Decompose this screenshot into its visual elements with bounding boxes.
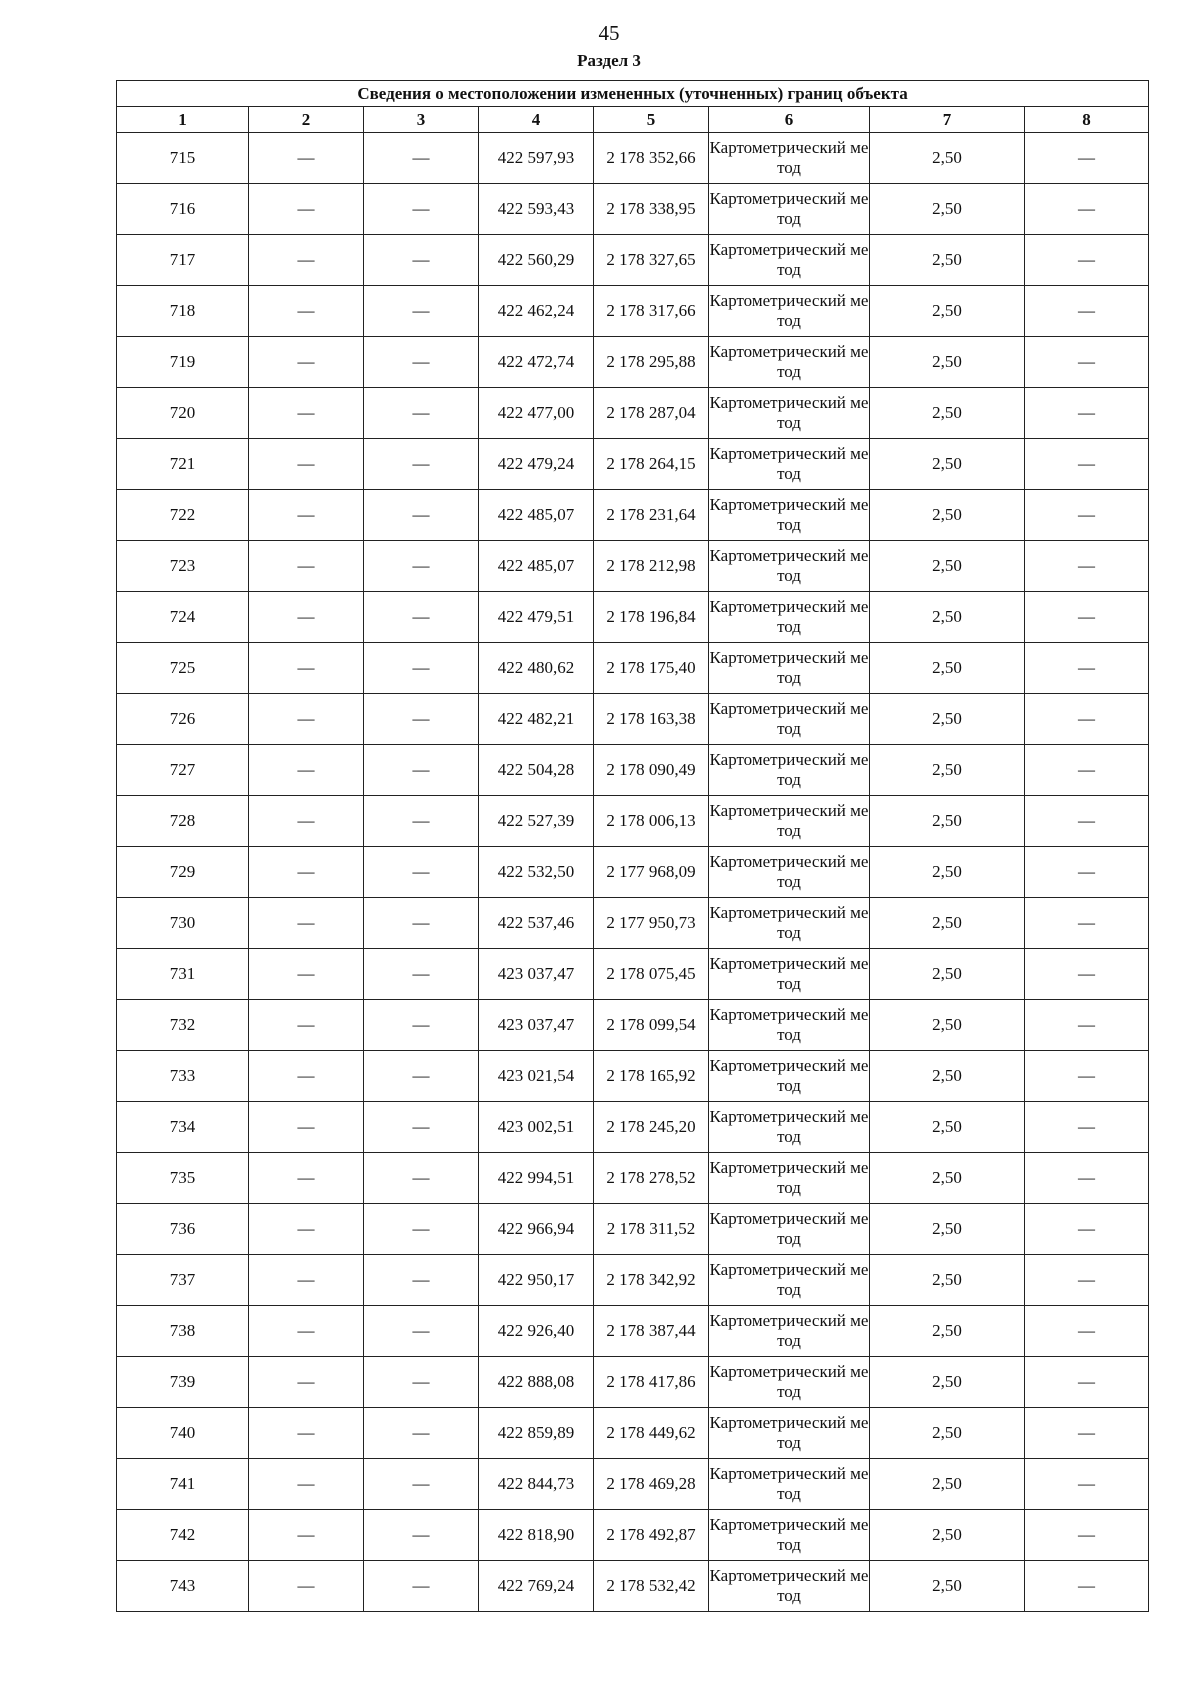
col2-value-cell: — bbox=[249, 1000, 364, 1051]
x-coordinate-cell: 423 037,47 bbox=[479, 949, 594, 1000]
col2-value-cell: — bbox=[249, 847, 364, 898]
accuracy-cell: 2,50 bbox=[870, 949, 1025, 1000]
y-coordinate-cell: 2 178 278,52 bbox=[594, 1153, 709, 1204]
point-number-cell: 724 bbox=[117, 592, 249, 643]
x-coordinate-cell: 422 769,24 bbox=[479, 1561, 594, 1612]
y-coordinate-cell: 2 178 212,98 bbox=[594, 541, 709, 592]
section-title: Раздел 3 bbox=[577, 51, 641, 70]
y-coordinate-cell: 2 178 532,42 bbox=[594, 1561, 709, 1612]
table-caption: Сведения о местоположении измененных (уточненных) границ объекта bbox=[117, 81, 1149, 107]
accuracy-cell: 2,50 bbox=[870, 286, 1025, 337]
method-cell: Картометрический метод bbox=[709, 745, 870, 796]
accuracy-cell: 2,50 bbox=[870, 745, 1025, 796]
y-coordinate-cell: 2 178 231,64 bbox=[594, 490, 709, 541]
method-cell: Картометрический метод bbox=[709, 847, 870, 898]
col2-value-cell: — bbox=[249, 1510, 364, 1561]
table-row bbox=[117, 898, 1149, 949]
point-number-cell: 722 bbox=[117, 490, 249, 541]
table-row bbox=[117, 1459, 1149, 1510]
col8-value-cell: — bbox=[1025, 541, 1149, 592]
accuracy-cell: 2,50 bbox=[870, 1459, 1025, 1510]
x-coordinate-cell: 422 532,50 bbox=[479, 847, 594, 898]
accuracy-cell: 2,50 bbox=[870, 796, 1025, 847]
x-coordinate-cell: 422 994,51 bbox=[479, 1153, 594, 1204]
y-coordinate-cell: 2 178 417,86 bbox=[594, 1357, 709, 1408]
accuracy-cell: 2,50 bbox=[870, 1306, 1025, 1357]
col2-value-cell: — bbox=[249, 949, 364, 1000]
x-coordinate-cell: 422 950,17 bbox=[479, 1255, 594, 1306]
x-coordinate-cell: 422 818,90 bbox=[479, 1510, 594, 1561]
x-coordinate-cell: 422 479,51 bbox=[479, 592, 594, 643]
point-number-cell: 733 bbox=[117, 1051, 249, 1102]
method-cell: Картометрический метод bbox=[709, 490, 870, 541]
method-cell: Картометрический метод bbox=[709, 949, 870, 1000]
col2-value-cell: — bbox=[249, 337, 364, 388]
accuracy-cell: 2,50 bbox=[870, 337, 1025, 388]
point-number-cell: 735 bbox=[117, 1153, 249, 1204]
point-number-cell: 731 bbox=[117, 949, 249, 1000]
point-number-cell: 719 bbox=[117, 337, 249, 388]
column-number-row bbox=[117, 107, 1149, 133]
col2-value-cell: — bbox=[249, 1561, 364, 1612]
col8-value-cell: — bbox=[1025, 1408, 1149, 1459]
col3-value-cell: — bbox=[364, 541, 479, 592]
y-coordinate-cell: 2 178 006,13 bbox=[594, 796, 709, 847]
col3-value-cell: — bbox=[364, 388, 479, 439]
x-coordinate-cell: 422 560,29 bbox=[479, 235, 594, 286]
table-row bbox=[117, 1051, 1149, 1102]
accuracy-cell: 2,50 bbox=[870, 694, 1025, 745]
y-coordinate-cell: 2 178 099,54 bbox=[594, 1000, 709, 1051]
table-row bbox=[117, 745, 1149, 796]
x-coordinate-cell: 422 859,89 bbox=[479, 1408, 594, 1459]
y-coordinate-cell: 2 177 950,73 bbox=[594, 898, 709, 949]
column-header-1: 1 bbox=[117, 107, 249, 133]
accuracy-cell: 2,50 bbox=[870, 592, 1025, 643]
col8-value-cell: — bbox=[1025, 490, 1149, 541]
col2-value-cell: — bbox=[249, 643, 364, 694]
accuracy-cell: 2,50 bbox=[870, 1255, 1025, 1306]
y-coordinate-cell: 2 178 196,84 bbox=[594, 592, 709, 643]
col8-value-cell: — bbox=[1025, 388, 1149, 439]
col2-value-cell: — bbox=[249, 1153, 364, 1204]
point-number-cell: 736 bbox=[117, 1204, 249, 1255]
col8-value-cell: — bbox=[1025, 286, 1149, 337]
table-row bbox=[117, 1408, 1149, 1459]
col2-value-cell: — bbox=[249, 1357, 364, 1408]
col8-value-cell: — bbox=[1025, 643, 1149, 694]
point-number-cell: 734 bbox=[117, 1102, 249, 1153]
point-number-cell: 728 bbox=[117, 796, 249, 847]
y-coordinate-cell: 2 178 492,87 bbox=[594, 1510, 709, 1561]
col3-value-cell: — bbox=[364, 1561, 479, 1612]
col2-value-cell: — bbox=[249, 388, 364, 439]
col8-value-cell: — bbox=[1025, 184, 1149, 235]
x-coordinate-cell: 422 926,40 bbox=[479, 1306, 594, 1357]
x-coordinate-cell: 423 002,51 bbox=[479, 1102, 594, 1153]
x-coordinate-cell: 422 479,24 bbox=[479, 439, 594, 490]
col3-value-cell: — bbox=[364, 337, 479, 388]
method-cell: Картометрический метод bbox=[709, 133, 870, 184]
y-coordinate-cell: 2 178 075,45 bbox=[594, 949, 709, 1000]
y-coordinate-cell: 2 177 968,09 bbox=[594, 847, 709, 898]
col3-value-cell: — bbox=[364, 1000, 479, 1051]
x-coordinate-cell: 422 888,08 bbox=[479, 1357, 594, 1408]
accuracy-cell: 2,50 bbox=[870, 1561, 1025, 1612]
method-cell: Картометрический метод bbox=[709, 388, 870, 439]
accuracy-cell: 2,50 bbox=[870, 1408, 1025, 1459]
col2-value-cell: — bbox=[249, 490, 364, 541]
col2-value-cell: — bbox=[249, 1306, 364, 1357]
point-number-cell: 732 bbox=[117, 1000, 249, 1051]
col3-value-cell: — bbox=[364, 1255, 479, 1306]
table-row bbox=[117, 490, 1149, 541]
col2-value-cell: — bbox=[249, 898, 364, 949]
col2-value-cell: — bbox=[249, 286, 364, 337]
method-cell: Картометрический метод bbox=[709, 1459, 870, 1510]
table-row bbox=[117, 796, 1149, 847]
col3-value-cell: — bbox=[364, 1153, 479, 1204]
page-number: 45 bbox=[598, 21, 620, 45]
y-coordinate-cell: 2 178 163,38 bbox=[594, 694, 709, 745]
point-number-cell: 726 bbox=[117, 694, 249, 745]
y-coordinate-cell: 2 178 165,92 bbox=[594, 1051, 709, 1102]
col8-value-cell: — bbox=[1025, 1102, 1149, 1153]
y-coordinate-cell: 2 178 295,88 bbox=[594, 337, 709, 388]
table-row bbox=[117, 439, 1149, 490]
col3-value-cell: — bbox=[364, 1102, 479, 1153]
x-coordinate-cell: 422 485,07 bbox=[479, 541, 594, 592]
accuracy-cell: 2,50 bbox=[870, 133, 1025, 184]
method-cell: Картометрический метод bbox=[709, 1255, 870, 1306]
col2-value-cell: — bbox=[249, 235, 364, 286]
accuracy-cell: 2,50 bbox=[870, 184, 1025, 235]
x-coordinate-cell: 423 037,47 bbox=[479, 1000, 594, 1051]
col8-value-cell: — bbox=[1025, 1306, 1149, 1357]
col2-value-cell: — bbox=[249, 541, 364, 592]
column-header-6: 6 bbox=[709, 107, 870, 133]
table-row bbox=[117, 1255, 1149, 1306]
method-cell: Картометрический метод bbox=[709, 1000, 870, 1051]
point-number-cell: 738 bbox=[117, 1306, 249, 1357]
table-row bbox=[117, 388, 1149, 439]
point-number-cell: 727 bbox=[117, 745, 249, 796]
method-cell: Картометрический метод bbox=[709, 1102, 870, 1153]
accuracy-cell: 2,50 bbox=[870, 235, 1025, 286]
table-row bbox=[117, 592, 1149, 643]
accuracy-cell: 2,50 bbox=[870, 847, 1025, 898]
x-coordinate-cell: 422 462,24 bbox=[479, 286, 594, 337]
point-number-cell: 723 bbox=[117, 541, 249, 592]
col8-value-cell: — bbox=[1025, 1153, 1149, 1204]
col8-value-cell: — bbox=[1025, 337, 1149, 388]
col2-value-cell: — bbox=[249, 1102, 364, 1153]
point-number-cell: 720 bbox=[117, 388, 249, 439]
col8-value-cell: — bbox=[1025, 592, 1149, 643]
col8-value-cell: — bbox=[1025, 1357, 1149, 1408]
col3-value-cell: — bbox=[364, 1408, 479, 1459]
accuracy-cell: 2,50 bbox=[870, 1204, 1025, 1255]
col2-value-cell: — bbox=[249, 592, 364, 643]
col8-value-cell: — bbox=[1025, 1000, 1149, 1051]
col3-value-cell: — bbox=[364, 133, 479, 184]
col3-value-cell: — bbox=[364, 592, 479, 643]
y-coordinate-cell: 2 178 311,52 bbox=[594, 1204, 709, 1255]
col3-value-cell: — bbox=[364, 1510, 479, 1561]
method-cell: Картометрический метод bbox=[709, 541, 870, 592]
table-row bbox=[117, 847, 1149, 898]
x-coordinate-cell: 422 593,43 bbox=[479, 184, 594, 235]
col3-value-cell: — bbox=[364, 949, 479, 1000]
x-coordinate-cell: 422 477,00 bbox=[479, 388, 594, 439]
x-coordinate-cell: 422 472,74 bbox=[479, 337, 594, 388]
column-header-4: 4 bbox=[479, 107, 594, 133]
y-coordinate-cell: 2 178 387,44 bbox=[594, 1306, 709, 1357]
col3-value-cell: — bbox=[364, 796, 479, 847]
col8-value-cell: — bbox=[1025, 898, 1149, 949]
col2-value-cell: — bbox=[249, 745, 364, 796]
method-cell: Картометрический метод bbox=[709, 184, 870, 235]
x-coordinate-cell: 422 482,21 bbox=[479, 694, 594, 745]
col3-value-cell: — bbox=[364, 898, 479, 949]
y-coordinate-cell: 2 178 245,20 bbox=[594, 1102, 709, 1153]
table-row bbox=[117, 1102, 1149, 1153]
accuracy-cell: 2,50 bbox=[870, 1510, 1025, 1561]
col3-value-cell: — bbox=[364, 847, 479, 898]
table-row bbox=[117, 337, 1149, 388]
table-row bbox=[117, 1000, 1149, 1051]
col8-value-cell: — bbox=[1025, 439, 1149, 490]
col2-value-cell: — bbox=[249, 1255, 364, 1306]
col3-value-cell: — bbox=[364, 1357, 479, 1408]
method-cell: Картометрический метод bbox=[709, 1510, 870, 1561]
col2-value-cell: — bbox=[249, 184, 364, 235]
column-header-2: 2 bbox=[249, 107, 364, 133]
x-coordinate-cell: 422 480,62 bbox=[479, 643, 594, 694]
col3-value-cell: — bbox=[364, 643, 479, 694]
accuracy-cell: 2,50 bbox=[870, 643, 1025, 694]
col2-value-cell: — bbox=[249, 1408, 364, 1459]
y-coordinate-cell: 2 178 352,66 bbox=[594, 133, 709, 184]
accuracy-cell: 2,50 bbox=[870, 1000, 1025, 1051]
accuracy-cell: 2,50 bbox=[870, 490, 1025, 541]
column-header-5: 5 bbox=[594, 107, 709, 133]
table-row bbox=[117, 643, 1149, 694]
col3-value-cell: — bbox=[364, 694, 479, 745]
col2-value-cell: — bbox=[249, 133, 364, 184]
point-number-cell: 717 bbox=[117, 235, 249, 286]
table-row bbox=[117, 184, 1149, 235]
method-cell: Картометрический метод bbox=[709, 1204, 870, 1255]
col2-value-cell: — bbox=[249, 1051, 364, 1102]
x-coordinate-cell: 423 021,54 bbox=[479, 1051, 594, 1102]
point-number-cell: 716 bbox=[117, 184, 249, 235]
accuracy-cell: 2,50 bbox=[870, 1051, 1025, 1102]
col8-value-cell: — bbox=[1025, 949, 1149, 1000]
col8-value-cell: — bbox=[1025, 745, 1149, 796]
y-coordinate-cell: 2 178 338,95 bbox=[594, 184, 709, 235]
col8-value-cell: — bbox=[1025, 1255, 1149, 1306]
y-coordinate-cell: 2 178 342,92 bbox=[594, 1255, 709, 1306]
table-row bbox=[117, 1561, 1149, 1612]
table-row bbox=[117, 1204, 1149, 1255]
table-row bbox=[117, 694, 1149, 745]
method-cell: Картометрический метод bbox=[709, 796, 870, 847]
col8-value-cell: — bbox=[1025, 1204, 1149, 1255]
col3-value-cell: — bbox=[364, 439, 479, 490]
y-coordinate-cell: 2 178 090,49 bbox=[594, 745, 709, 796]
accuracy-cell: 2,50 bbox=[870, 1102, 1025, 1153]
x-coordinate-cell: 422 504,28 bbox=[479, 745, 594, 796]
col3-value-cell: — bbox=[364, 184, 479, 235]
point-number-cell: 741 bbox=[117, 1459, 249, 1510]
point-number-cell: 718 bbox=[117, 286, 249, 337]
col3-value-cell: — bbox=[364, 1459, 479, 1510]
y-coordinate-cell: 2 178 175,40 bbox=[594, 643, 709, 694]
x-coordinate-cell: 422 844,73 bbox=[479, 1459, 594, 1510]
point-number-cell: 743 bbox=[117, 1561, 249, 1612]
accuracy-cell: 2,50 bbox=[870, 388, 1025, 439]
table-row bbox=[117, 1306, 1149, 1357]
point-number-cell: 742 bbox=[117, 1510, 249, 1561]
col8-value-cell: — bbox=[1025, 133, 1149, 184]
method-cell: Картометрический метод bbox=[709, 286, 870, 337]
method-cell: Картометрический метод bbox=[709, 439, 870, 490]
y-coordinate-cell: 2 178 327,65 bbox=[594, 235, 709, 286]
x-coordinate-cell: 422 527,39 bbox=[479, 796, 594, 847]
method-cell: Картометрический метод bbox=[709, 898, 870, 949]
method-cell: Картометрический метод bbox=[709, 235, 870, 286]
point-number-cell: 729 bbox=[117, 847, 249, 898]
accuracy-cell: 2,50 bbox=[870, 439, 1025, 490]
boundary-coordinates-table bbox=[116, 80, 1149, 1612]
column-header-8: 8 bbox=[1025, 107, 1149, 133]
col3-value-cell: — bbox=[364, 490, 479, 541]
method-cell: Картометрический метод bbox=[709, 592, 870, 643]
table-row bbox=[117, 286, 1149, 337]
y-coordinate-cell: 2 178 449,62 bbox=[594, 1408, 709, 1459]
point-number-cell: 730 bbox=[117, 898, 249, 949]
point-number-cell: 725 bbox=[117, 643, 249, 694]
y-coordinate-cell: 2 178 469,28 bbox=[594, 1459, 709, 1510]
col3-value-cell: — bbox=[364, 235, 479, 286]
y-coordinate-cell: 2 178 317,66 bbox=[594, 286, 709, 337]
table-row bbox=[117, 1153, 1149, 1204]
col8-value-cell: — bbox=[1025, 1561, 1149, 1612]
point-number-cell: 715 bbox=[117, 133, 249, 184]
col2-value-cell: — bbox=[249, 694, 364, 745]
col2-value-cell: — bbox=[249, 1204, 364, 1255]
table-row bbox=[117, 1357, 1149, 1408]
x-coordinate-cell: 422 966,94 bbox=[479, 1204, 594, 1255]
method-cell: Картометрический метод bbox=[709, 1561, 870, 1612]
col3-value-cell: — bbox=[364, 286, 479, 337]
col2-value-cell: — bbox=[249, 796, 364, 847]
method-cell: Картометрический метод bbox=[709, 337, 870, 388]
col8-value-cell: — bbox=[1025, 847, 1149, 898]
col2-value-cell: — bbox=[249, 439, 364, 490]
x-coordinate-cell: 422 597,93 bbox=[479, 133, 594, 184]
accuracy-cell: 2,50 bbox=[870, 1357, 1025, 1408]
point-number-cell: 737 bbox=[117, 1255, 249, 1306]
col8-value-cell: — bbox=[1025, 694, 1149, 745]
col3-value-cell: — bbox=[364, 1204, 479, 1255]
col8-value-cell: — bbox=[1025, 1510, 1149, 1561]
column-header-3: 3 bbox=[364, 107, 479, 133]
table-row bbox=[117, 949, 1149, 1000]
table-row bbox=[117, 1510, 1149, 1561]
method-cell: Картометрический метод bbox=[709, 643, 870, 694]
col2-value-cell: — bbox=[249, 1459, 364, 1510]
point-number-cell: 739 bbox=[117, 1357, 249, 1408]
method-cell: Картометрический метод bbox=[709, 694, 870, 745]
col3-value-cell: — bbox=[364, 1306, 479, 1357]
point-number-cell: 721 bbox=[117, 439, 249, 490]
col8-value-cell: — bbox=[1025, 1459, 1149, 1510]
col8-value-cell: — bbox=[1025, 1051, 1149, 1102]
table-row bbox=[117, 133, 1149, 184]
accuracy-cell: 2,50 bbox=[870, 1153, 1025, 1204]
method-cell: Картометрический метод bbox=[709, 1051, 870, 1102]
method-cell: Картометрический метод bbox=[709, 1357, 870, 1408]
col3-value-cell: — bbox=[364, 745, 479, 796]
point-number-cell: 740 bbox=[117, 1408, 249, 1459]
x-coordinate-cell: 422 537,46 bbox=[479, 898, 594, 949]
col3-value-cell: — bbox=[364, 1051, 479, 1102]
method-cell: Картометрический метод bbox=[709, 1306, 870, 1357]
table-body bbox=[117, 133, 1149, 1612]
accuracy-cell: 2,50 bbox=[870, 541, 1025, 592]
method-cell: Картометрический метод bbox=[709, 1153, 870, 1204]
col8-value-cell: — bbox=[1025, 235, 1149, 286]
accuracy-cell: 2,50 bbox=[870, 898, 1025, 949]
table-row bbox=[117, 235, 1149, 286]
method-cell: Картометрический метод bbox=[709, 1408, 870, 1459]
x-coordinate-cell: 422 485,07 bbox=[479, 490, 594, 541]
y-coordinate-cell: 2 178 264,15 bbox=[594, 439, 709, 490]
y-coordinate-cell: 2 178 287,04 bbox=[594, 388, 709, 439]
column-header-7: 7 bbox=[870, 107, 1025, 133]
col8-value-cell: — bbox=[1025, 796, 1149, 847]
table-row bbox=[117, 541, 1149, 592]
